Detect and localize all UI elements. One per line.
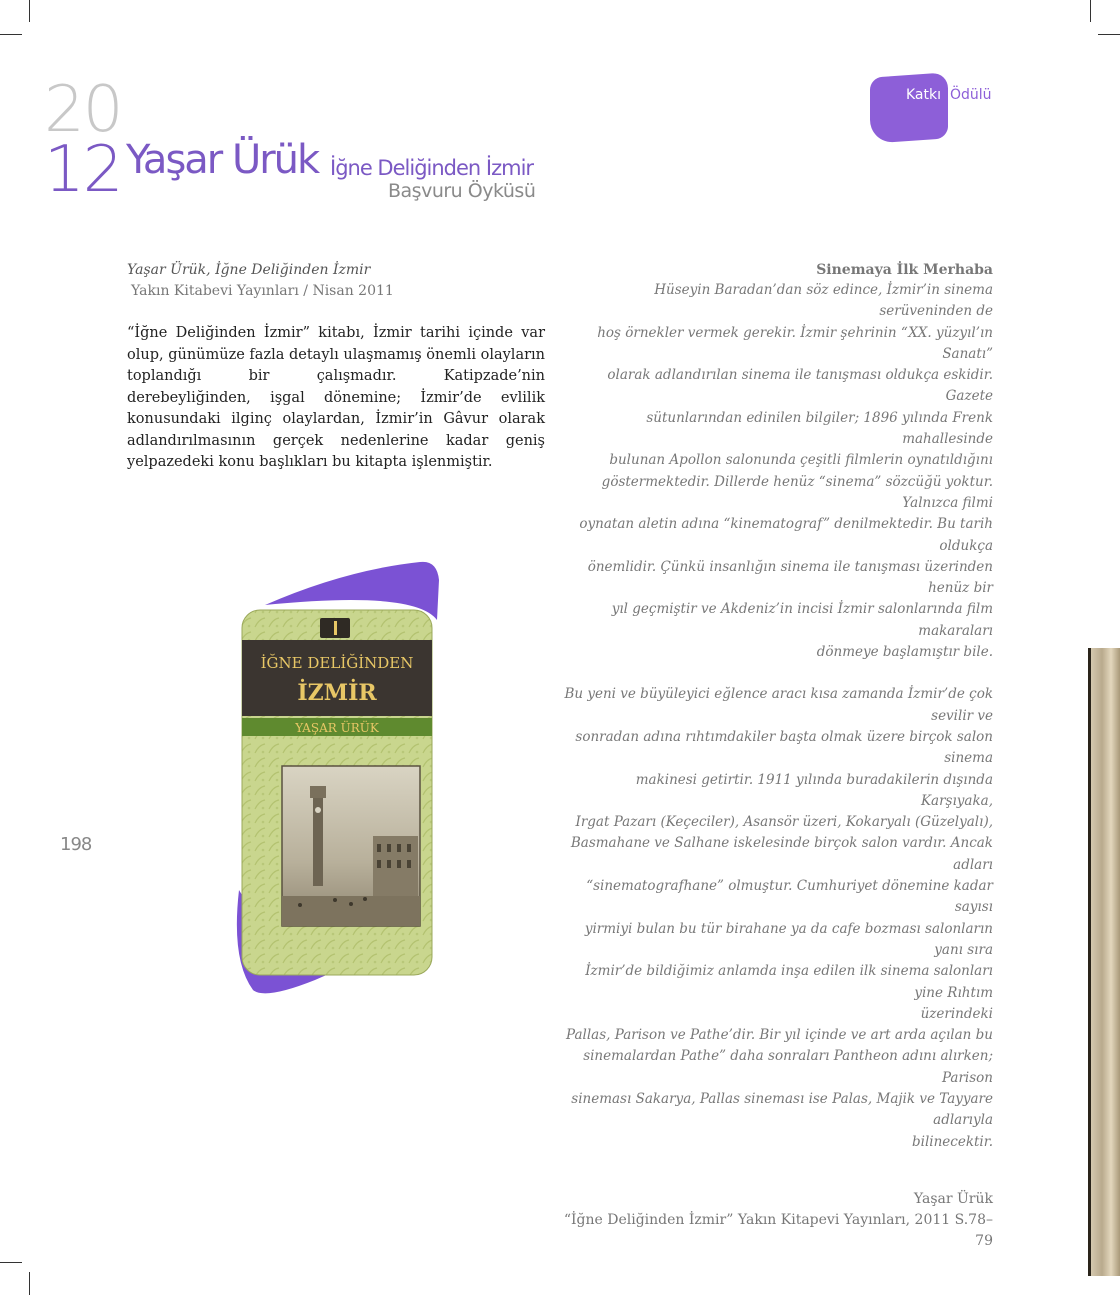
badge-word-katki: Katkı: [906, 87, 941, 103]
excerpt-line: yıl geçmiştir ve Akdeniz’in incisi İzmir salonlarında film makaraları: [611, 601, 993, 639]
cover-title-line2: İZMİR: [297, 680, 377, 706]
excerpt-heading: Sinemaya İlk Merhaba: [816, 262, 993, 278]
crop-mark: [0, 34, 22, 35]
excerpt-line: hoş örnekler vermek gerekir. İzmir şehrinin “XX. yüzyıl’ın Sanatı”: [597, 324, 993, 362]
year-top: 20: [44, 73, 122, 147]
signature: [560, 1189, 993, 1252]
intro-paragraph: “İğne Deliğinden İzmir” kitabı, İzmir tarihi içinde var olup, günümüze fazla detaylı ulaşmamış önemli olayların toplandığı bir çalışmadır. Katipzade’nin derebeyliğinden, işgal dönemine; İzmir’de evlilik konusundaki ilginç olaylardan, İzmir’in Gâvur olarak adlandırılmasının gerçek nedenlerine kadar geniş yelpazedeki konu başlıkları bu kitapta işlenmiştir.: [127, 325, 545, 470]
crop-mark: [0, 1262, 22, 1263]
subtitle: Başvuru Öyküsü: [388, 180, 536, 202]
excerpt-line: Basmahane ve Salhane iskelesinde birçok salon vardır. Ancak adları: [570, 835, 993, 873]
book-cover-image: [225, 560, 450, 1000]
excerpt-line: Irgat Pazarı (Keçeciler), Asansör üzeri, Kokaryalı (Güzelyalı),: [575, 814, 993, 831]
excerpt-line: İzmir’de bildiğimiz anlamda inşa edilen ilk sinema salonları yine Rıhtım: [585, 963, 993, 1001]
excerpt-line: sütunlarından edinilen bilgiler; 1896 yılında Frenk mahallesinde: [646, 409, 993, 448]
excerpt-line: Bu yeni ve büyüleyici eğlence aracı kısa zamanda İzmir’de çok sevilir ve: [564, 686, 993, 724]
book-cover-svg: [225, 560, 450, 1000]
excerpt-paragraph-1: [560, 280, 993, 663]
excerpt-line: olarak adlandırılan sinema ile tanışması oldukça eskidir. Gazete: [607, 367, 993, 405]
excerpt-line: Hüseyin Baradan’dan söz edince, İzmir’in sinema serüveninden de: [654, 282, 993, 320]
crop-mark: [29, 0, 30, 22]
author-heading: Yaşar Ürük: [126, 137, 319, 183]
reference-line-2: Yakın Kitabevi Yayınları / Nisan 2011: [131, 283, 394, 299]
excerpt-line: göstermektedir. Dillerde henüz “sinema” sözcüğü yoktur. Yalnızca filmi: [601, 473, 993, 511]
excerpt-line: oynatan aletin adına “kinematograf” denilmektedir. Bu tarih oldukça: [579, 516, 993, 554]
excerpt-line: önemlidir. Çünkü insanlığın sinema ile tanışması üzerinden henüz bir: [587, 558, 993, 597]
book-reference: [127, 260, 394, 302]
excerpt-line: bulunan Apollon salonunda çeşitli filmlerin oynatıldığını: [609, 452, 993, 469]
excerpt-line: dönmeye başlamıştır bile.: [816, 644, 993, 661]
excerpt-line: sinemalardan Pathe” daha sonraları Pantheon adını alırken; Parison: [583, 1048, 993, 1086]
reference-line-1: Yaşar Ürük, İğne Deliğinden İzmir: [127, 262, 371, 278]
excerpt-paragraph-2: [560, 684, 993, 1153]
book-title-heading: İğne Deliğinden İzmir: [330, 156, 534, 180]
next-page-photo-edge: [1090, 648, 1120, 1276]
year-bottom: 12: [44, 133, 122, 207]
excerpt-line: üzerindeki: [920, 1005, 993, 1022]
crop-mark: [1090, 0, 1091, 22]
award-badge: [870, 72, 948, 143]
excerpt-column: [560, 260, 993, 1252]
page-number: 198: [60, 834, 92, 855]
cover-title-line1: İĞNE DELİĞİNDEN: [260, 654, 414, 672]
excerpt-line: bilinecektir.: [911, 1133, 993, 1150]
cover-author: YAŞAR ÜRÜK: [295, 721, 379, 735]
badge-word-odulu: Ödülü: [950, 87, 992, 103]
excerpt-line: “sinematografhane” olmuştur. Cumhuriyet dönemine kadar sayısı: [586, 878, 993, 916]
crop-mark: [29, 1272, 30, 1295]
photo-edge-line: [1088, 648, 1091, 1276]
signature-source: “İğne Deliğinden İzmir” Yakın Kitapevi Yayınları, 2011 S.78–79: [563, 1211, 993, 1249]
excerpt-line: sineması Sakarya, Pallas sineması ise Palas, Majik ve Tayyare adlarıyla: [571, 1090, 993, 1129]
excerpt-line: Pallas, Parison ve Pathe’dir. Bir yıl içinde ve art arda açılan bu: [566, 1027, 993, 1044]
excerpt-line: sonradan adına rıhtımdakiler başta olmak üzere birçok salon sinema: [575, 728, 993, 767]
excerpt-line: yirmiyi bulan bu tür birahane ya da cafe bozması salonların yanı sıra: [584, 920, 993, 958]
signature-name: Yaşar Ürük: [913, 1190, 993, 1207]
excerpt-line: makinesi getirtir. 1911 yılında buradakilerin dışında Karşıyaka,: [635, 771, 993, 809]
crop-mark: [1098, 34, 1120, 35]
